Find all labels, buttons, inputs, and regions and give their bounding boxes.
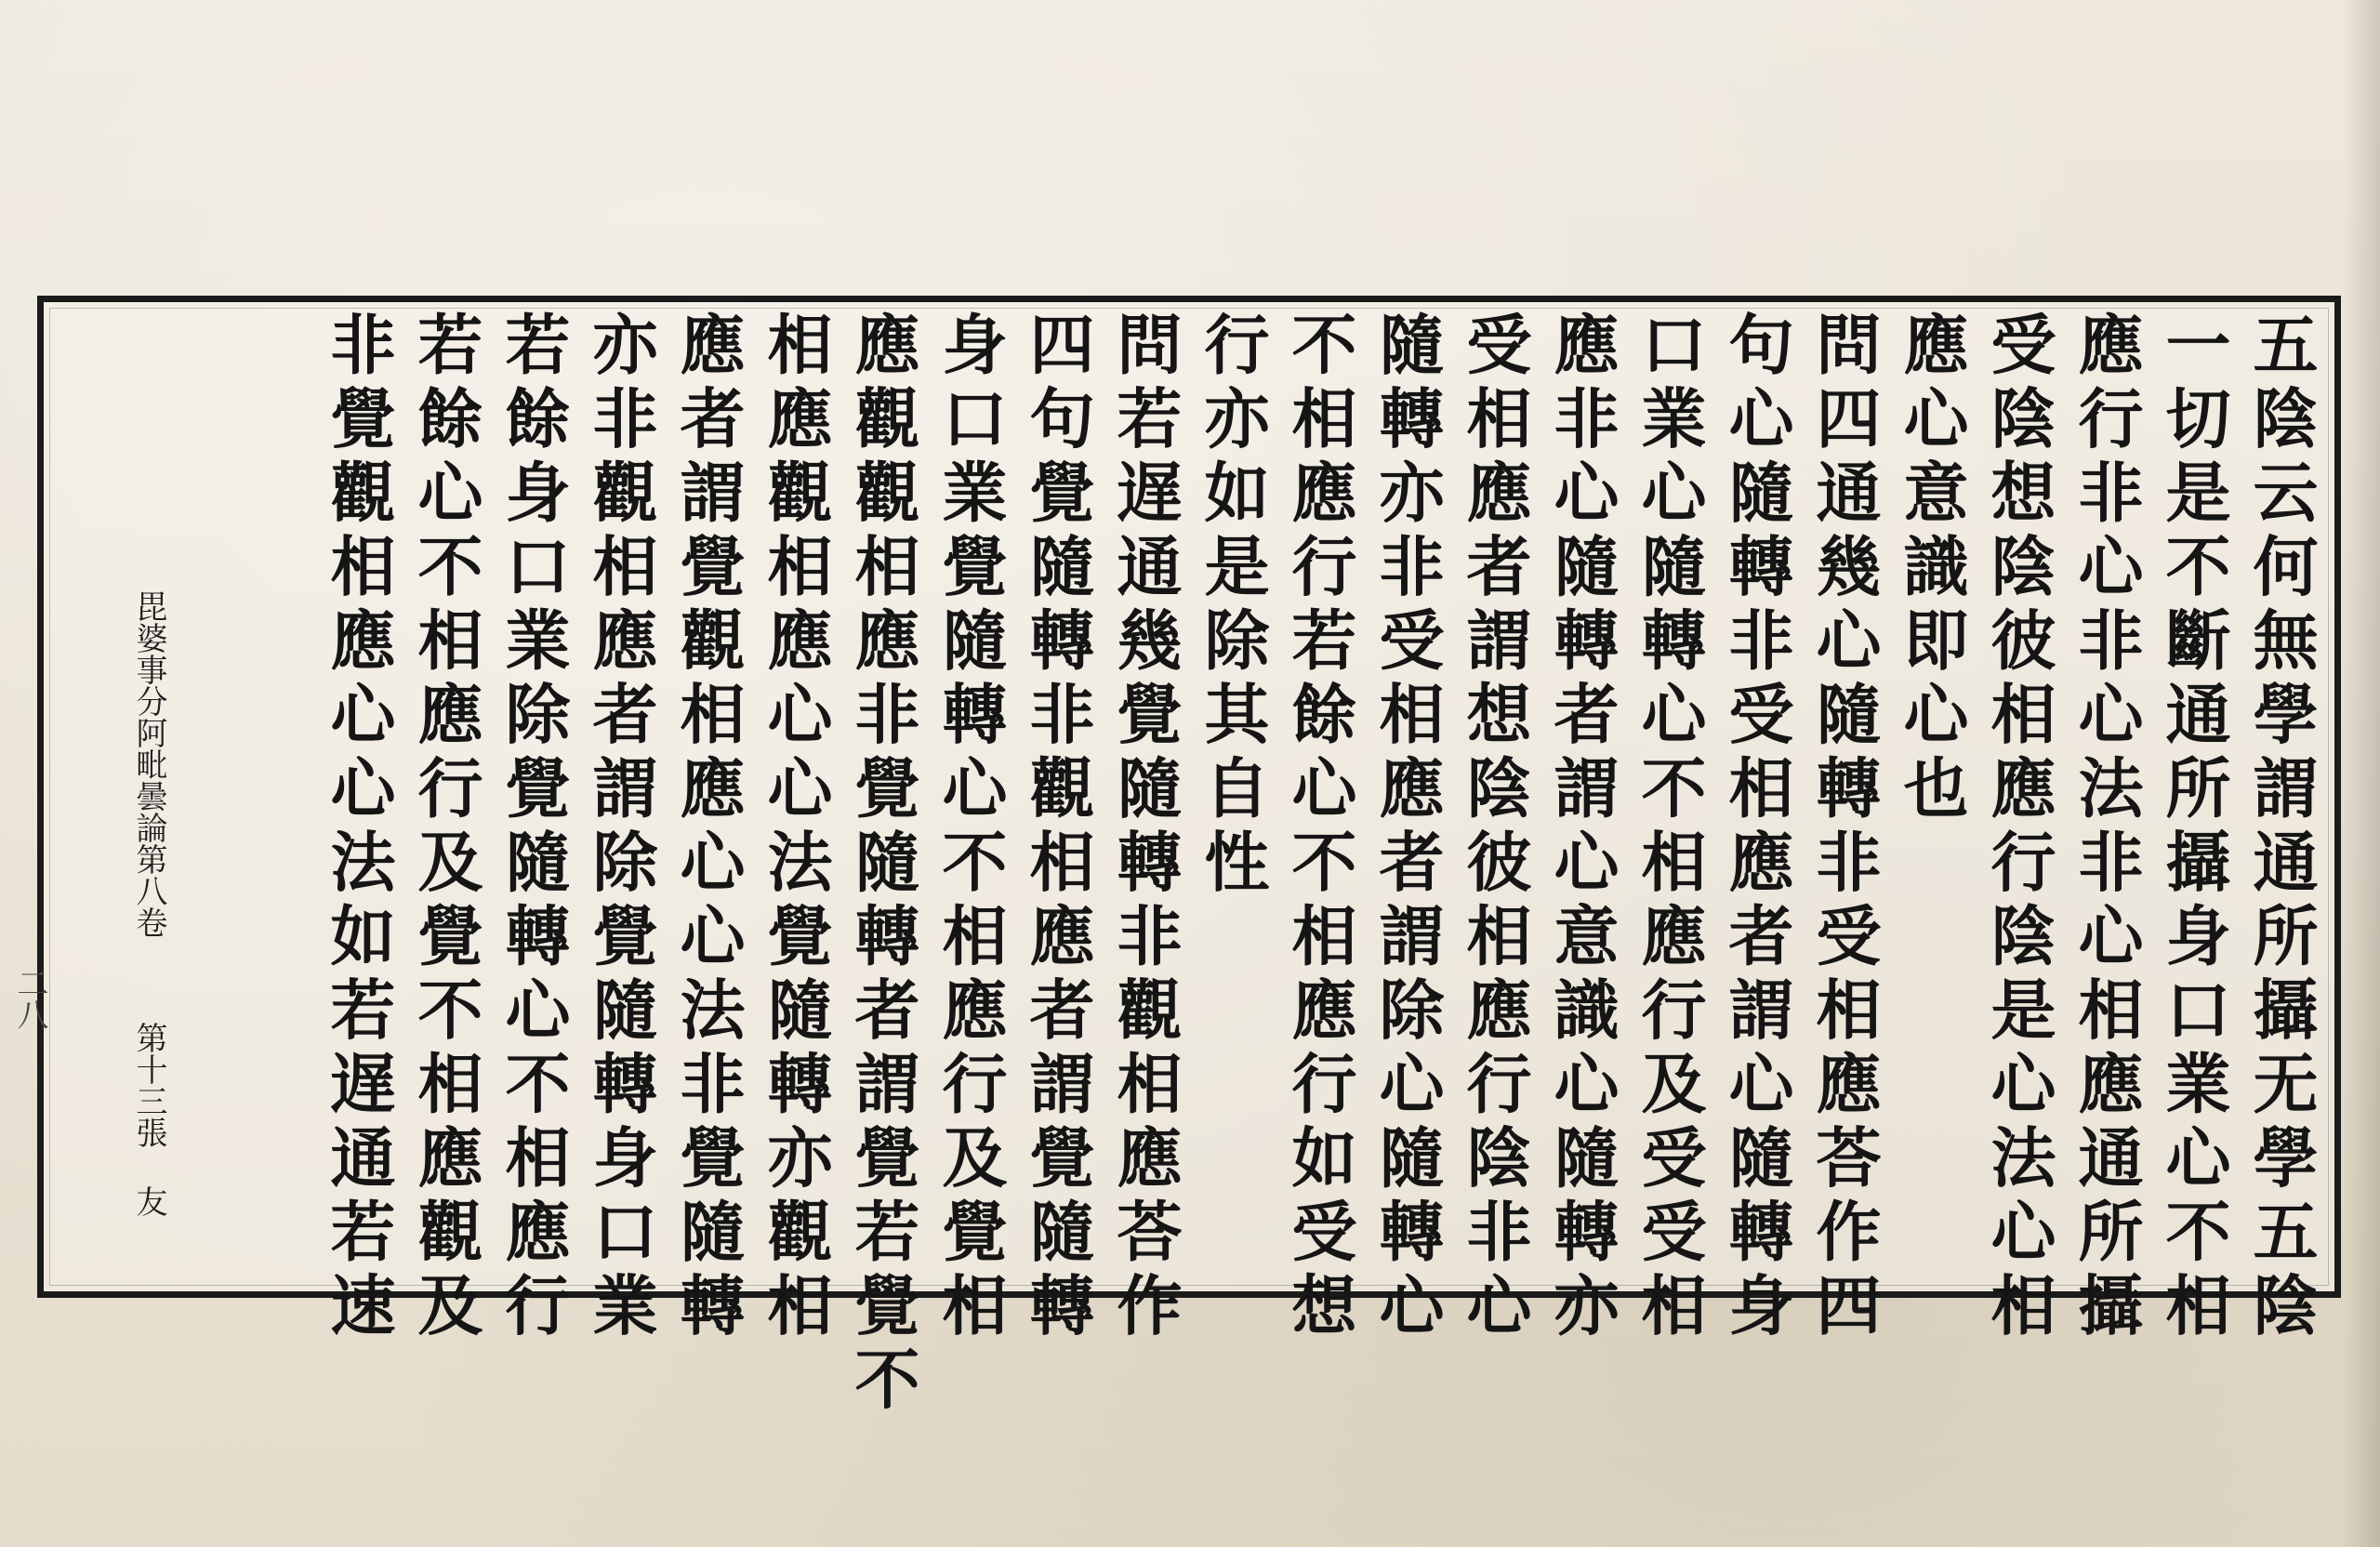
text-column: 應行非心非心法非心相應通所攝 [2068,311,2145,1345]
volume-title: 毘婆事分阿毗曇論第八卷 [130,590,167,938]
text-column: 五陰云何無學謂通所攝无學五陰 [2242,311,2320,1345]
text-column: 亦非觀相應者謂除覺隨轉身口業 [582,311,659,1345]
margin-number: 二八 [11,967,48,1030]
colophon-line [130,590,167,1278]
text-column: 應者謂覺觀相應心心法非覺隨轉 [669,311,747,1345]
text-column: 應心意識即心也 [1893,311,1970,828]
carver-mark: 友 [130,1185,167,1217]
text-column: 若餘心不相應行及覺不相應觀及 [407,311,484,1345]
text-column: 問若遅通幾覺隨轉非觀相應荅作 [1106,311,1183,1345]
text-column: 一切是不斷通所攝身口業心不相 [2155,311,2232,1345]
text-column: 非覺觀相應心心法如若遅通若速 [320,311,397,1345]
binding-shadow [2343,0,2380,1547]
text-column: 四句覺隨轉非觀相應者謂覺隨轉 [1019,311,1096,1345]
text-column: 應觀觀相應非覺隨轉者謂覺若覺不 [844,311,921,1420]
text-column: 相應觀相應心心法覺隨轉亦觀相 [757,311,834,1345]
text-column: 受陰想陰彼相應行陰是心法心相 [1980,311,2057,1345]
text-column: 隨轉亦非受相應者謂除心隨轉心 [1368,311,1446,1345]
main-text-block [314,311,2324,1420]
text-column: 若餘身口業除覺隨轉心不相應行 [495,311,572,1345]
text-column: 不相應行若餘心不相應行如受想 [1281,311,1358,1345]
text-column: 身口業覺隨轉心不相應行及覺相 [932,311,1009,1345]
text-column: 行亦如是除其自性 [1194,311,1271,902]
text-column: 句心隨轉非受相應者謂心隨轉身 [1718,311,1795,1345]
text-column: 受相應者謂想陰彼相應行陰非心 [1456,311,1533,1345]
leaf-number: 第十三張 [130,1022,167,1148]
text-column: 口業心隨轉心不相應行及受受相 [1631,311,1708,1345]
text-column: 應非心隨轉者謂心意識心隨轉亦 [1543,311,1620,1345]
text-column: 問四通幾心隨轉非受相應荅作四 [1805,311,1883,1345]
